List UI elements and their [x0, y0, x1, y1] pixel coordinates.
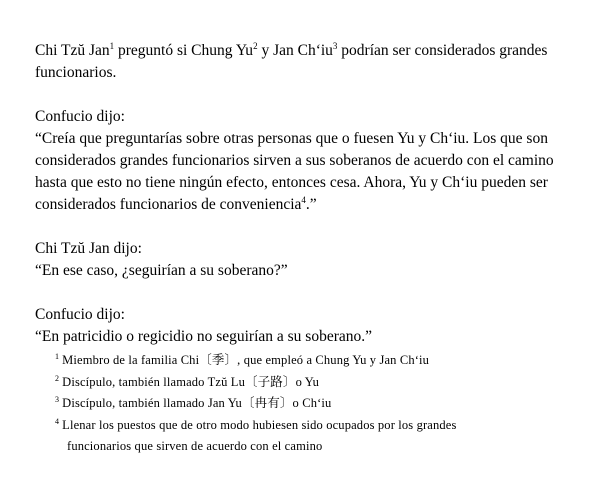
footnote-ref-4: 4: [301, 195, 306, 205]
intro-text-1: Chi Tzŭ Jan: [35, 42, 110, 59]
quote-1-end: .”: [305, 196, 317, 213]
speaker-confucius-1: Confucio dijo:: [35, 108, 125, 125]
footnote-number: 2: [55, 373, 60, 383]
speaker-chi-tzu-jan: Chi Tzŭ Jan dijo:: [35, 240, 142, 257]
paragraph-spacer: [35, 84, 580, 106]
document-body: [35, 40, 580, 458]
footnote-2: [55, 372, 580, 394]
footnote-number: 1: [55, 352, 60, 361]
quote-paragraph-3: “En patricidio o regicidio no seguirían a su soberano.”: [35, 328, 373, 345]
footnote-text: Discípulo, también llamado Jan Yu〔冉有〕o Ch‘iu: [62, 396, 332, 410]
speaker-confucius-2: Confucio dijo:: [35, 306, 125, 323]
footnote-4-continuation: funcionarios que sirven de acuerdo con el camino: [67, 439, 323, 453]
footnote-text: Discípulo, también llamado Tzŭ Lu〔子路〕o Yu: [62, 374, 319, 389]
intro-text-2: preguntó si Chung Yu: [114, 42, 254, 59]
quote-paragraph-2: “En ese caso, ¿seguirían a su soberano?”: [35, 262, 288, 279]
footnote-number: 3: [55, 395, 60, 404]
footnote-text: Llenar los puestos que de otro modo hubiesen sido ocupados por los grandes: [62, 417, 457, 432]
paragraph-spacer: [35, 216, 580, 238]
footnote-1: [55, 350, 580, 372]
intro-text-3: y Jan Ch‘iu: [257, 42, 333, 59]
footnote-ref-1: 1: [109, 41, 115, 51]
footnote-number: 4: [55, 416, 60, 426]
footnote-ref-3: 3: [332, 41, 338, 51]
footnote-ref-2: 2: [253, 41, 258, 51]
intro-text-4: podrían ser considerados grandes funcionarios.: [35, 42, 548, 81]
footnotes: [35, 350, 580, 458]
footnote-text: Miembro de la familia Chi〔季〕, que empleó a Chung Yu y Jan Ch‘iu: [62, 353, 430, 367]
quote-1-text: “Creía que preguntarías sobre otras personas que o fuesen Yu y Ch‘iu. Los que son considerados grandes funcionarios sirven a sus soberanos de acuerdo con el camino hasta que esto no tiene ningún efecto, entonces cesa. Ahora, Yu y Ch‘iu pueden ser considerados funcionarios de conveniencia: [35, 130, 554, 213]
footnote-4: [55, 415, 580, 437]
footnote-3: [55, 393, 580, 415]
quote-paragraph-1: [35, 128, 580, 216]
intro-paragraph: [35, 40, 580, 84]
paragraph-spacer: [35, 282, 580, 304]
